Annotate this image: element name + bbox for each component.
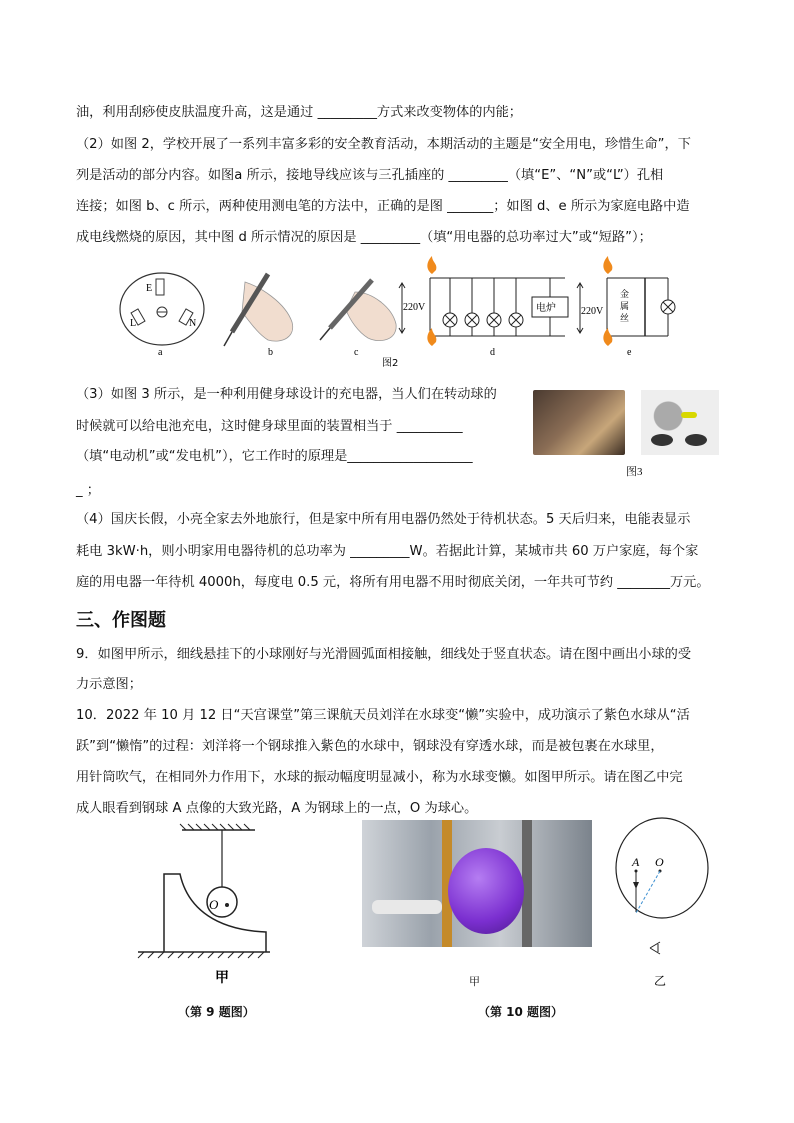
figure-2 <box>110 262 670 372</box>
text-line: 庭的用电器一年待机 4000h，每度电 0.5 元，将所有用电器不用时彻底关闭，一年共可节约 ________万元。 <box>76 575 710 590</box>
voltage-e: 220V <box>581 306 604 317</box>
eye-icon <box>650 942 660 954</box>
flame-icon <box>427 256 436 274</box>
text-line: 力示意图； <box>76 677 142 692</box>
tester-hand-b <box>224 274 293 358</box>
text-line: （2）如图 2，学校开展了一系列丰富多彩的安全教育活动，本期活动的主题是“安全用电，珍惜生命”，下 <box>76 137 691 152</box>
text-line: 耗电 3kW·h，则小明家用电器待机的总功率为 _________W。若据此计算，某城市共 60 万户家庭，每个家 <box>76 544 699 559</box>
fig10-photo-label: 甲 <box>469 976 480 988</box>
text-line: 时候就可以给电池充电，这时健身球里面的装置相当于 __________ <box>76 419 463 434</box>
fig-d-label: d <box>490 347 495 358</box>
figure-10-diagram <box>612 818 712 998</box>
fig10-diagram-label: 乙 <box>654 974 667 988</box>
text-line: 9．如图甲所示，细线悬挂下的小球刚好与光滑圆弧面相接触，细线处于竖直状态。请在图中画出小球的受 <box>76 647 692 662</box>
socket-e-label: E <box>146 283 153 294</box>
fig3-caption: 图3 <box>626 466 643 478</box>
text-line: _ ； <box>76 483 100 498</box>
socket-diagram <box>120 273 204 358</box>
fig10-caption: （第 10 题图） <box>478 1005 564 1019</box>
wire-label-1: 金 <box>620 290 630 300</box>
text-line: 成人眼看到钢球 A 点像的大致光路，A 为钢球上的一点，O 为球心。 <box>76 801 478 816</box>
section-heading: 三、作图题 <box>76 610 166 631</box>
text-line: （4）国庆长假，小亮全家去外地旅行，但是家中所有用电器仍然处于待机状态。5 天后归来，电能表显示 <box>76 512 691 527</box>
text-line: 油，利用刮痧使皮肤温度升高，这是通过 _________方式来改变物体的内能； <box>76 105 522 120</box>
text-line: 10．2022 年 10 月 12 日“天宫课堂”第三课航天员刘洋在水球变“懒”实验中，成功演示了紫色水球从“活 <box>76 708 690 723</box>
figure-9 <box>130 822 280 992</box>
voltage-d: 220V <box>403 302 426 313</box>
fig-b-label: b <box>268 347 273 358</box>
fitness-ball-photo <box>533 390 625 455</box>
stove-label: 电炉 <box>536 303 556 314</box>
tester-hand-c <box>320 280 396 358</box>
water-ball-photo <box>362 820 592 947</box>
text-line: （填“电动机”或“发电机”），它工作时的原理是___________________ <box>76 449 473 464</box>
wire-label-2: 属 <box>620 302 630 312</box>
fig-c-label: c <box>354 347 359 358</box>
ball-o-label: O <box>209 897 219 912</box>
text-line: 用针筒吹气，在相同外力作用下，水球的振动幅度明显减小，称为水球变懒。如图甲所示。请在图乙中完 <box>76 770 683 785</box>
point-o-label: O <box>655 855 664 869</box>
flame-icon <box>603 328 612 346</box>
fig-e-label: e <box>627 347 632 358</box>
point-a-label: A <box>632 855 640 869</box>
fig2-caption: 图2 <box>382 358 399 369</box>
text-line: 列是活动的部分内容。如图a 所示，接地导线应该与三孔插座的 _________（填“E”、“N”或“L”）孔相 <box>76 168 664 183</box>
text-line: 成电线燃烧的原因，其中图 d 所示情况的原因是 _________（填“用电器的总功率过大”或“短路”）； <box>76 230 652 245</box>
wire-label-3: 丝 <box>620 314 630 324</box>
text-line: （3）如图 3 所示，是一种利用健身球设计的充电器，当人们在转动球的 <box>76 387 497 402</box>
fig9-sub-label: 甲 <box>215 970 229 986</box>
fig9-caption: （第 9 题图） <box>178 1005 255 1019</box>
text-line: 跃”到“懒惰”的过程：刘洋将一个钢球推入紫色的水球中，钢球没有穿透水球，而是被包裹在水球里， <box>76 739 664 754</box>
socket-l-label: L <box>130 318 137 329</box>
flame-icon <box>427 328 436 346</box>
socket-n-label: N <box>189 318 197 329</box>
ball-parts-photo <box>641 390 719 455</box>
text-line: 连接；如图 b、c 所示，两种使用测电笔的方法中，正确的是图 _______；如图 d、e 所示为家庭电路中造 <box>76 199 690 214</box>
flame-icon <box>603 256 612 274</box>
fig-a-label: a <box>158 347 163 358</box>
